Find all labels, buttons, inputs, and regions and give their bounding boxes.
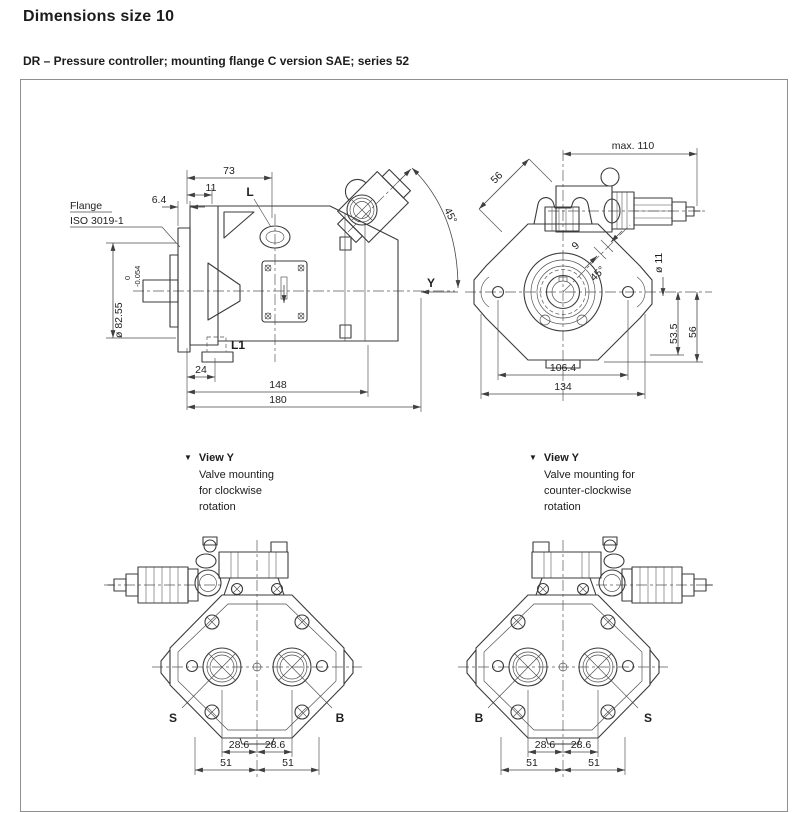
page-title: Dimensions size 10 [23,8,175,25]
cw-valve-left [104,537,224,603]
view-y-right-line1: Valve mounting for [544,469,635,481]
pilot-diameter-label: ø 82.55 [113,302,125,338]
front-view-drawing [465,140,712,402]
cw-port-s-label: S [168,711,178,725]
dim-9-label: 9 [569,239,583,253]
valve-assembly-45deg [323,156,416,249]
iso-3019-1-label: ISO 3019-1 [70,215,124,227]
dim-24-label: 24 [195,364,207,376]
view-y-clockwise-drawing [104,537,362,777]
view-y-right-line3: rotation [544,501,581,513]
dim-148-label: 148 [269,379,287,391]
page-subtitle: DR – Pressure controller; mounting flange C version SAE; series 52 [23,54,410,68]
dim-53-5-label: 53.5 [668,323,680,344]
view-y-left-line3: rotation [199,501,236,513]
dim-180-label: 180 [269,394,287,406]
dim-73-label: 73 [223,165,235,177]
view-y-left-title: View Y [198,452,234,464]
cw-top-bracket [219,542,288,595]
angle-45-label: 45° [588,264,608,284]
view-y-left-line1: Valve mounting [199,469,275,481]
side-view-drawing [70,156,459,412]
ccw-port-b-label: B [474,711,484,725]
flange-label: Flange [70,200,103,212]
dim-106-4-label: 106.4 [549,362,577,374]
dim-11-label: 11 [205,182,217,194]
ccw-top-bracket [532,542,601,595]
dim-56-diagonal-label: 56 [488,169,506,187]
triangle-down-icon: ▼ [529,453,537,462]
dim-134-label: 134 [554,381,572,393]
view-y-right-annotation [529,450,635,515]
ccw-port-s-label: S [643,711,653,725]
view-y-right-title: View Y [543,452,579,464]
ccw-valve-right [596,537,716,603]
pump-shaft [143,228,190,352]
port-l-label: L [246,185,254,199]
cw-port-b-label: B [335,711,345,725]
dim-56-vertical-label: 56 [687,326,699,338]
ccw-dim-28-6-right-label: 28.6 [570,739,592,751]
axis-y-label: Y [426,276,436,290]
ccw-dim-28-6-left-label: 28.6 [534,739,556,751]
tolerance-lower-label: -0.054 [133,265,142,287]
tolerance-upper-label: 0 [123,275,132,280]
ccw-dim-51-right-label: 51 [588,757,600,769]
pressure-valve-assembly [534,168,700,232]
dim-6-4-label: 6.4 [151,194,167,206]
cw-dim-51-right-label: 51 [282,757,294,769]
cw-dim-28-6-right-label: 28.6 [264,739,286,751]
triangle-down-icon: ▼ [184,453,192,462]
cw-dim-51-left-label: 51 [220,757,232,769]
port-l1-label: L1 [231,338,246,352]
cw-dim-28-6-left-label: 28.6 [228,739,250,751]
view-y-counterclockwise-drawing [458,537,716,777]
view-y-right-line2: counter-clockwise [544,485,632,497]
view-y-left-line2: for clockwise [199,485,262,497]
dim-max-110-label: max. 110 [611,140,655,152]
port-plate-screws [265,265,304,319]
ccw-dim-51-left-label: 51 [526,757,538,769]
dim-hole-dia-label: ø 11 [653,252,665,273]
pump-body [190,206,398,362]
view-y-left-annotation [184,450,274,515]
valve-angle-label: 45° [441,205,460,226]
